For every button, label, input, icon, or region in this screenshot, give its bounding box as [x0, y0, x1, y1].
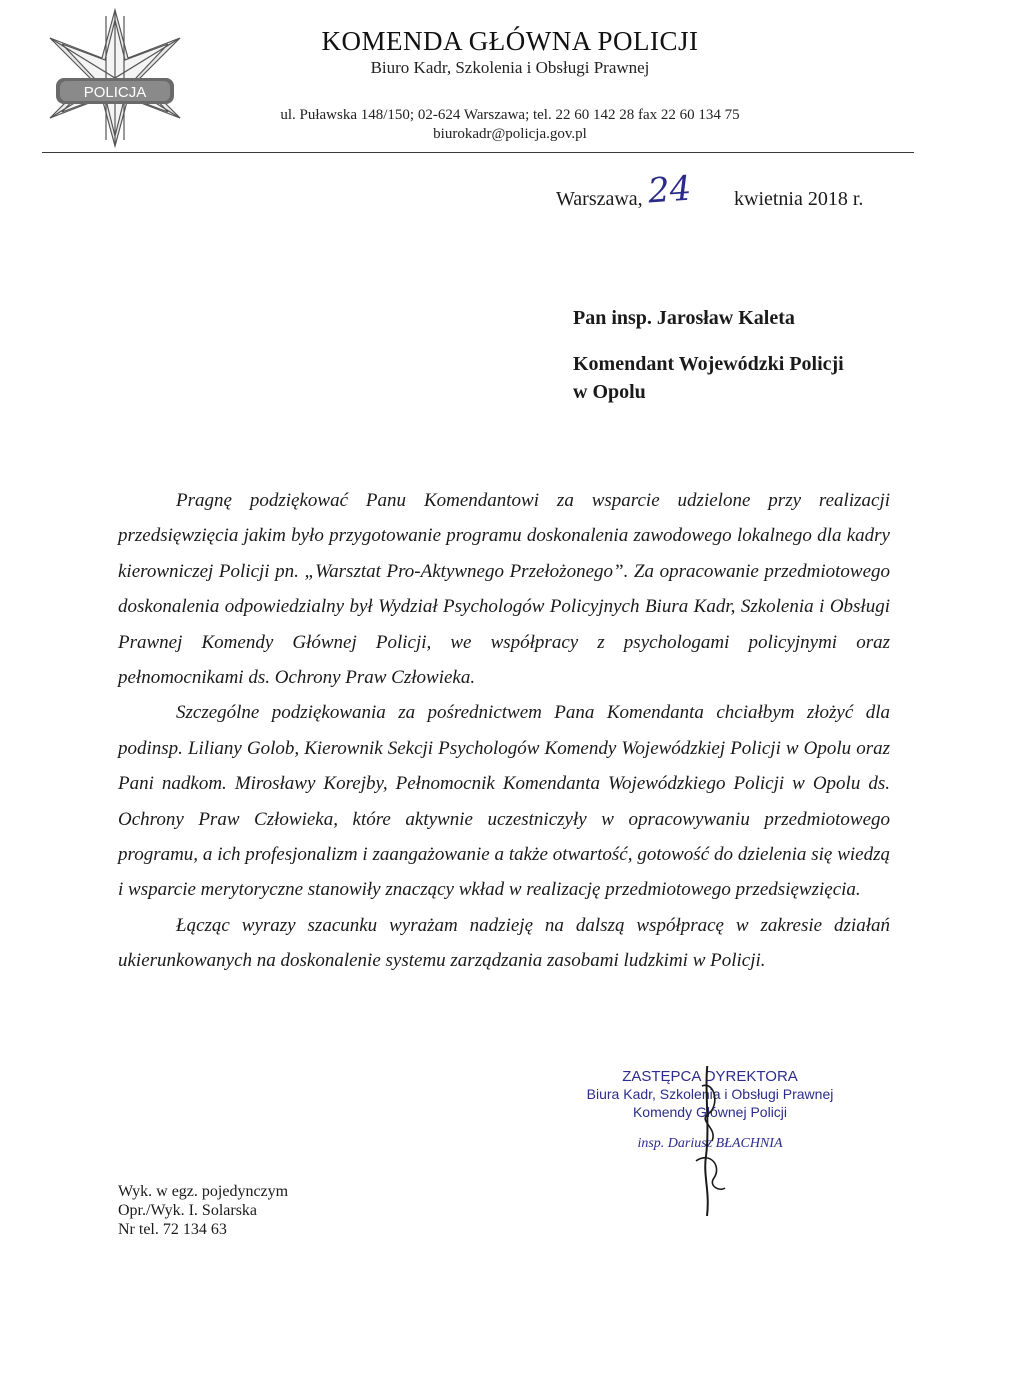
- organization-unit: Biuro Kadr, Szkolenia i Obsługi Prawnej: [370, 58, 650, 77]
- date-place: Warszawa,: [556, 188, 643, 210]
- handwritten-signature: [570, 1066, 850, 1216]
- organization-email: biurokadr@policja.gov.pl: [433, 126, 587, 142]
- recipient-title: Komendant Wojewódzki Policji: [573, 353, 844, 375]
- signature-stamp: [570, 1066, 850, 1216]
- organization-name: KOMENDA GŁÓWNA POLICJI: [321, 26, 699, 56]
- recipient-name: Pan insp. Jarosław Kaleta: [573, 307, 795, 329]
- body-paragraph: Szczególne podziękowania za pośrednictwem Pana Komendanta chciałbym złożyć dla podinsp. Liliany Golob, Kierownik Sekcji Psychologów Komendy Wojewódzkiej Policji w Opolu oraz Pani nadkom. Mirosławy Korejby, Pełnomocnik Komendanta Wojewódzkiego Policji w Opolu ds. Ochrony Praw Człowieka, które aktywnie uczestniczyły w opracowywaniu przedmiotowego programu, a ich profesjonalizm i zaangażowanie a także otwartość, gotowość do dzielenia się wiedzą i wsparcie merytoryczne stanowiły znaczący wkład w realizację przedmiotowego przedsięwzięcia.: [118, 702, 890, 901]
- stamp-institution: Komendy Głównej Policji: [632, 1104, 788, 1120]
- date-month-year: kwietnia 2018 r.: [734, 188, 864, 210]
- body-paragraph: Pragnę podziękować Panu Komendantowi za wsparcie udzielone przy realizacji przedsięwzięcia jakim było przygotowanie programu doskonalenia zawodowego lokalnego dla kadry kierowniczej Policji pn. „Warsztat Pro-Aktywnego Przełożonego”. Za opracowanie przedmiotowego doskonalenia odpowiedzialny był Wydział Psychologów Policyjnych Biura Kadr, Szkolenia i Obsługi Prawnej Komendy Głównej Policji, we współpracy z psychologami policyjnymi oraz pełnomocnikami ds. Ochrony Praw Człowieka.: [118, 490, 890, 689]
- police-star-logo: [40, 8, 190, 148]
- logo-text: POLICJA: [83, 84, 147, 101]
- organization-address: ul. Puławska 148/150; 02-624 Warszawa; tel. 22 60 142 28 fax 22 60 134 75: [280, 107, 740, 123]
- letter-body: [118, 483, 890, 979]
- recipient-location: w Opolu: [573, 381, 646, 403]
- date-day-handwritten: 24: [646, 168, 693, 212]
- stamp-unit: Biura Kadr, Szkolenia i Obsługi Prawnej: [586, 1086, 834, 1102]
- header-divider: [42, 152, 914, 153]
- stamp-signatory: insp. Dariusz BŁACHNIA: [637, 1136, 783, 1151]
- stamp-position: ZASTĘPCA DYREKTORA: [622, 1068, 798, 1085]
- body-paragraph: Łącząc wyrazy szacunku wyrażam nadzieję na dalszą współpracę w zakresie działań ukierunkowanych na doskonalenie systemu zarządzania zasobami ludzkimi w Policji.: [118, 914, 890, 972]
- footer-phone: Nr tel. 72 134 63: [118, 1221, 227, 1238]
- footer-author-note: Opr./Wyk. I. Solarska: [118, 1202, 258, 1219]
- footer-copies-note: Wyk. w egz. pojedynczym: [118, 1183, 289, 1200]
